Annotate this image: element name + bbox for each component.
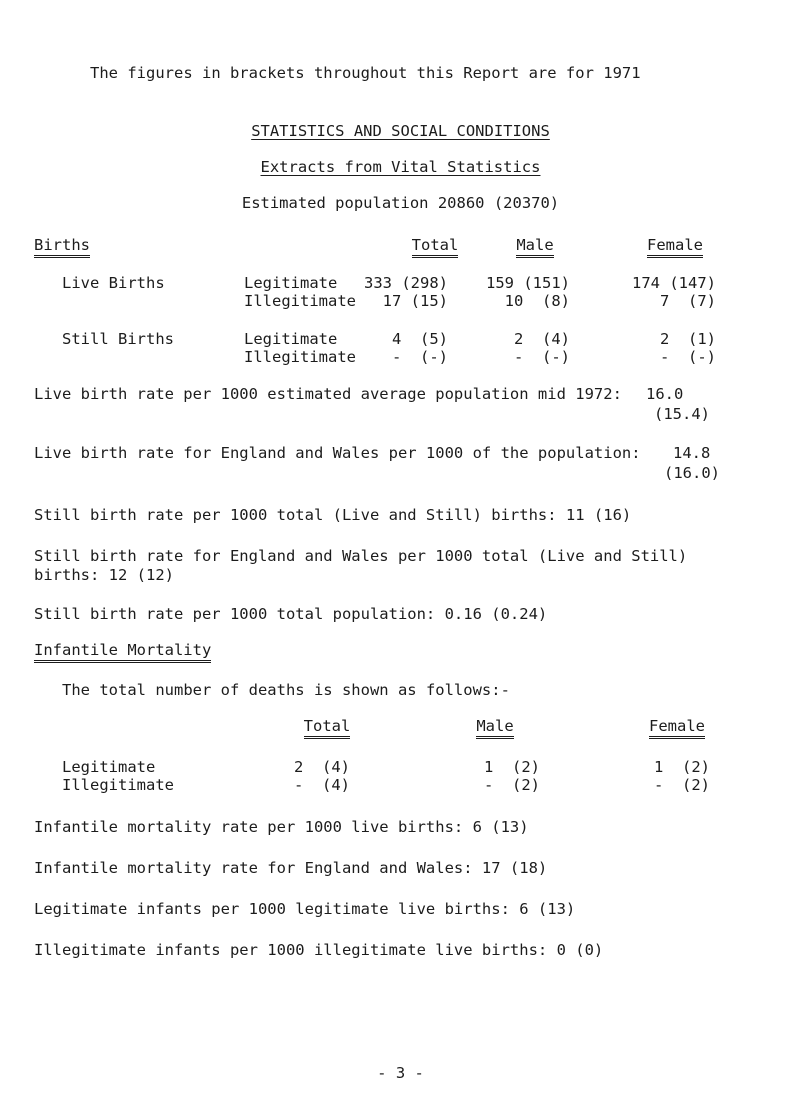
infant-row-female: - (2) xyxy=(654,776,710,794)
births-row-type: Legitimate xyxy=(244,330,338,348)
births-row-female: - (-) xyxy=(660,348,716,366)
births-row-group: Still Births xyxy=(62,330,174,348)
infant-heading: Infantile Mortality xyxy=(34,641,211,663)
infant-mortality-rate: Infantile mortality rate per 1000 live births: 6 (13) xyxy=(34,818,529,836)
births-row-male: 2 (4) xyxy=(514,330,570,348)
births-col-female: Female xyxy=(647,236,703,258)
births-row-total: 17 (15) xyxy=(382,292,448,310)
infant-row-male: 1 (2) xyxy=(484,758,540,776)
births-row-total: 333 (298) xyxy=(364,274,448,292)
infant-row-type: Legitimate xyxy=(62,758,156,776)
births-col-total: Total xyxy=(412,236,459,258)
population-estimate: Estimated population 20860 (20370) xyxy=(241,194,560,212)
infant-row-total: 2 (4) xyxy=(294,758,350,776)
births-heading: Births xyxy=(34,236,90,258)
still-birth-rate-population: Still birth rate per 1000 total population: 0.16 (0.24) xyxy=(34,605,548,623)
infant-row-female: 1 (2) xyxy=(654,758,710,776)
infant-col-male: Male xyxy=(476,717,513,739)
still-birth-rate-ew-line1: Still birth rate for England and Wales per 1000 total (Live and Still) xyxy=(34,547,688,565)
infant-row-male: - (2) xyxy=(484,776,540,794)
births-row-female: 7 (7) xyxy=(660,292,716,310)
legitimate-infants-rate: Legitimate infants per 1000 legitimate live births: 6 (13) xyxy=(34,900,576,918)
live-birth-rate-ew-prev: (16.0) xyxy=(664,464,720,482)
infant-col-total: Total xyxy=(304,717,351,739)
infant-row-total: - (4) xyxy=(294,776,350,794)
illegitimate-infants-rate: Illegitimate infants per 1000 illegitimate live births: 0 (0) xyxy=(34,941,604,959)
births-row-male: 10 (8) xyxy=(504,292,570,310)
page-subtitle: Extracts from Vital Statistics xyxy=(260,158,541,176)
births-row-group: Live Births xyxy=(62,274,165,292)
live-birth-rate-ew-label: Live birth rate for England and Wales per 1000 of the population: xyxy=(34,444,641,462)
births-row-type: Illegitimate xyxy=(244,292,356,310)
infant-intro: The total number of deaths is shown as follows:- xyxy=(62,681,510,699)
still-birth-rate-ew-line2: births: 12 (12) xyxy=(34,566,174,584)
births-row-type: Illegitimate xyxy=(244,348,356,366)
live-birth-rate-ew-value: 14.8 xyxy=(673,444,711,462)
births-col-male: Male xyxy=(516,236,553,258)
births-row-female: 2 (1) xyxy=(660,330,716,348)
report-note: The figures in brackets throughout this Report are for 1971 xyxy=(90,64,641,82)
page-number: - 3 - xyxy=(377,1064,424,1082)
births-row-male: - (-) xyxy=(514,348,570,366)
births-row-type: Legitimate xyxy=(244,274,338,292)
infant-row-type: Illegitimate xyxy=(62,776,174,794)
page-title: STATISTICS AND SOCIAL CONDITIONS xyxy=(251,122,550,140)
infant-col-female: Female xyxy=(649,717,705,739)
still-birth-rate: Still birth rate per 1000 total (Live and Still) births: 11 (16) xyxy=(34,506,632,524)
live-birth-rate-value: 16.0 xyxy=(646,385,684,403)
live-birth-rate-label: Live birth rate per 1000 estimated average population mid 1972: xyxy=(34,385,622,403)
births-row-male: 159 (151) xyxy=(486,274,570,292)
births-row-female: 174 (147) xyxy=(632,274,716,292)
infant-mortality-rate-ew: Infantile mortality rate for England and Wales: 17 (18) xyxy=(34,859,548,877)
births-row-total: - (-) xyxy=(392,348,448,366)
live-birth-rate-prev: (15.4) xyxy=(654,405,710,423)
births-row-total: 4 (5) xyxy=(392,330,448,348)
